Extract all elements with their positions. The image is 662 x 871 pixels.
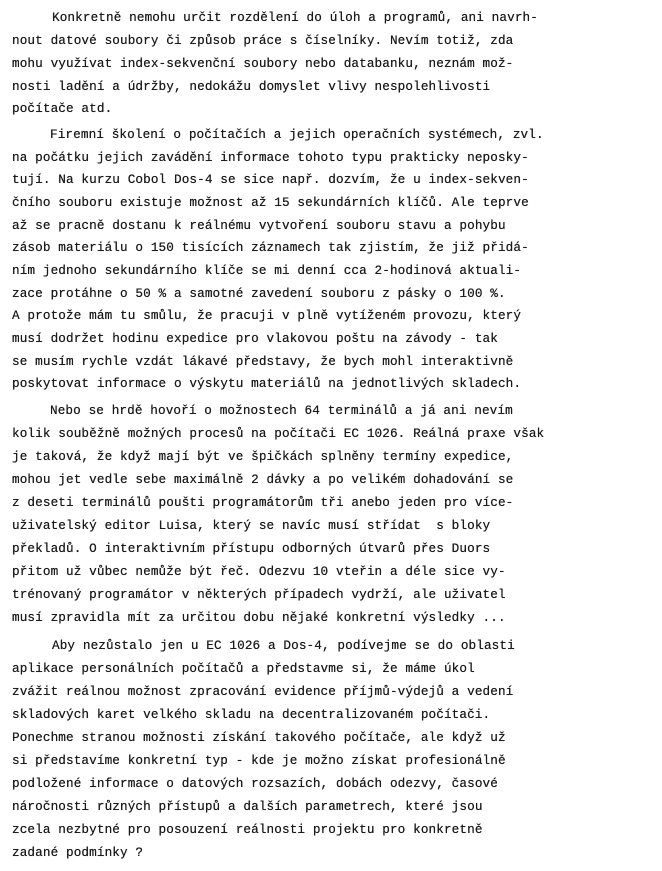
text-line: překladů. O interaktivním přístupu odborných útvarů přes Duors [12,541,491,556]
text-line: uživatelský editor Luisa, který se navíc musí střídat s bloky [12,518,491,533]
text-line: Nebo se hrdě hovoří o možnostech 64 terminálů a já ani nevím [50,403,513,418]
text-line: A protože mám tu smůlu, že pracuji v plně vytíženém provozu, který [12,308,522,323]
text-line: na počátku jejich zavádění informace tohoto typu prakticky neposky- [12,150,529,165]
text-line: z deseti terminálů poušti programátorům tři anebo jeden pro více- [12,495,514,510]
text-line: náročnosti různých přístupů a dalších parametrech, které jsou [12,799,483,814]
text-line: mohu využívat index-sekvenční soubory nebo databanku, neznám mož- [12,56,514,71]
text-line: aplikace personálních počítačů a představme si, že máme úkol [12,661,475,676]
text-line: poskytovat informace o výskytu materiálů na jednotlivých skladech. [12,376,522,391]
text-line: nout datové soubory či způsob práce s číselníky. Nevím totiž, zda [12,33,514,48]
text-line: Ponechme stranou možnosti získání takového počítače, ale když už [12,730,506,745]
text-line: zcela nezbytné pro posouzení reálnosti projektu pro konkretně [12,822,483,837]
text-line: Aby nezůstalo jen u EC 1026 a Dos-4, podívejme se do oblasti [52,638,515,653]
text-line: podložené informace o datových rozsazích, dobách odezvy, časové [12,776,498,791]
text-line: zásob materiálu o 150 tisících záznamech tak zjistím, že již přidá- [12,240,529,255]
text-line: až se pracně dostanu k reálnému vytvoření souboru stavu a pohybu [12,218,506,233]
text-line: nosti ladění a údržby, nedokážu domyslet vlivy nespolehlivosti [12,79,491,94]
text-line: se musím rychle vzdát lákavé představy, že bych mohl interaktivně [12,354,514,369]
text-line: zace protáhne o 50 % a samotné zavedení souboru z pásky o 100 %. [12,286,506,301]
text-line: musí zpravidla mít za určitou dobu nějaké konkretní výsledky ... [12,610,506,625]
text-line: Konkretně nemohu určit rozdělení do úloh a programů, ani navrh- [52,10,538,25]
text-line: ním jednoho sekundárního klíče se mi denní cca 2-hodinová aktuali- [12,263,522,278]
text-line: skladových karet velkého skladu na decentralizovaném počítači. [12,707,491,722]
text-line: je taková, že když mají být ve špičkách splněny termíny expedice, [12,449,514,464]
text-line: zadané podmínky ? [12,845,144,860]
text-line: tují. Na kurzu Cobol Dos-4 se sice např. dozvím, že u index-sekven- [12,172,529,187]
text-line: kolik souběžně možných procesů na počítači EC 1026. Reálná praxe však [12,426,545,441]
text-line: Firemní školení o počítačích a jejich operačních systémech, zvl. [50,127,544,142]
text-line: musí dodržet hodinu expedice pro vlakovou poštu na závody - tak [12,331,498,346]
text-line: trénovaný programátor v některých případech vydrží, ale uživatel [12,587,506,602]
text-line: zvážit reálnou možnost zpracování evidence příjmů-výdejů a vedení [12,684,514,699]
text-line: přitom už vůbec nemůže být řeč. Odezvu 10 vteřin a déle sice vy- [12,564,506,579]
text-line: čního souboru existuje možnost až 15 sekundárních klíčů. Ale teprve [12,195,529,210]
text-line: počítače atd. [12,101,113,116]
text-line: si představíme konkretní typ - kde je možno získat profesionálně [12,753,506,768]
text-line: mohou jet vedle sebe maximálně 2 dávky a po velikém dohadování se [12,472,514,487]
